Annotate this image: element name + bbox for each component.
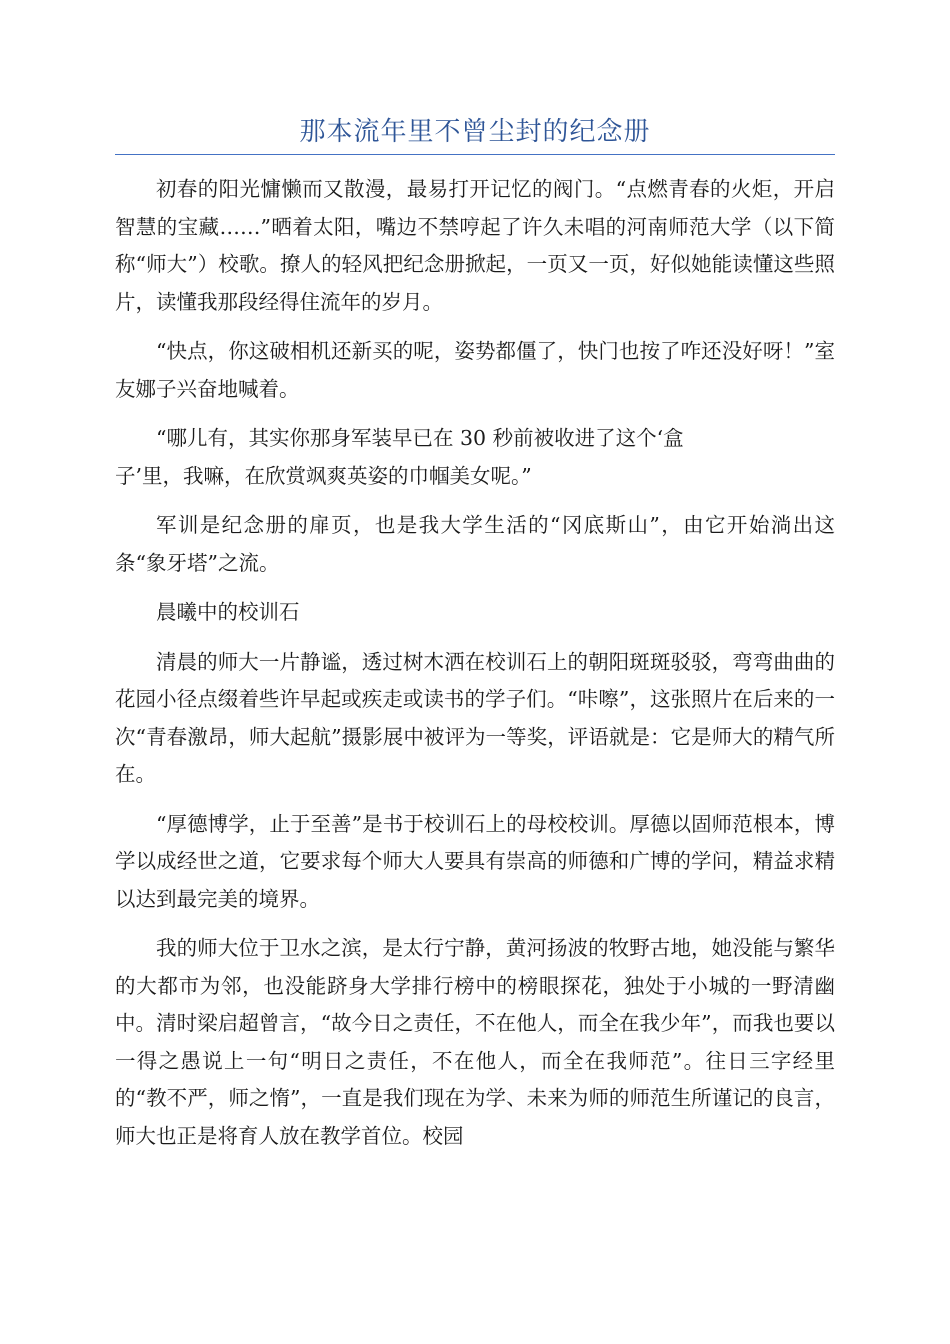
paragraph-3 xyxy=(115,420,835,495)
paragraph-8: 我的师大位于卫水之滨，是太行宁静，黄河扬波的牧野古地，她没能与繁华的大都市为邻，也没能跻身大学排行榜中的榜眼探花，独处于小城的一野清幽中。清时梁启超曾言，“故今日之责任，不在他人，而全在我少年”，而我也要以一得之愚说上一句“明日之责任，不在他人，而全在我师范”。往日三字经里的“教不严，师之惰”，一直是我们现在为学、未来为师的师范生所谨记的良言，师大也正是将育人放在教学首位。校园 xyxy=(115,936,835,1148)
paragraph-6: 清晨的师大一片静谧，透过树木洒在校训石上的朝阳斑斑驳驳，弯弯曲曲的花园小径点缀着些许早起或疾走或读书的学子们。“咔嚓”，这张照片在后来的一次“青春激昂，师大起航”摄影展中被评为一等奖，评语就是：它是师大的精气所在。 xyxy=(115,649,835,786)
document-title: 那本流年里不曾尘封的纪念册 xyxy=(299,117,651,147)
document-body xyxy=(115,171,835,1167)
paragraph-2: “快点，你这破相机还新买的呢，姿势都僵了，快门也按了咋还没好呀！”室友娜子兴奋地喊着。 xyxy=(115,339,835,401)
paragraph-1: 初春的阳光慵懒而又散漫，最易打开记忆的阀门。“点燃青春的火炬，开启智慧的宝藏……”晒着太阳，嘴边不禁哼起了许久未唱的河南师范大学（以下简称“师大”）校歌。撩人的轻风把纪念册掀起，一页又一页，好似她能读懂这些照片，读懂我那段经得住流年的岁月。 xyxy=(115,177,835,314)
paragraph-3-line-2: 子’里，我嘛，在欣赏飒爽英姿的巾帼美女呢。” xyxy=(115,463,532,488)
section-heading: 晨曦中的校训石 xyxy=(156,600,300,624)
paragraph-7: “厚德博学，止于至善”是书于校训石上的母校校训。厚德以固师范根本，博学以成经世之道，它要求每个师大人要具有崇高的师德和广博的学问，精益求精以达到最完美的境界。 xyxy=(115,811,835,911)
paragraph-3-line-1: “哪儿有，其实你那身军装早已在 30 秒前被收进了这个‘盒 xyxy=(156,426,684,450)
paragraph-4: 军训是纪念册的扉页，也是我大学生活的“冈底斯山”，由它开始淌出这条“象牙塔”之流。 xyxy=(115,513,835,575)
title-underline xyxy=(115,154,835,155)
